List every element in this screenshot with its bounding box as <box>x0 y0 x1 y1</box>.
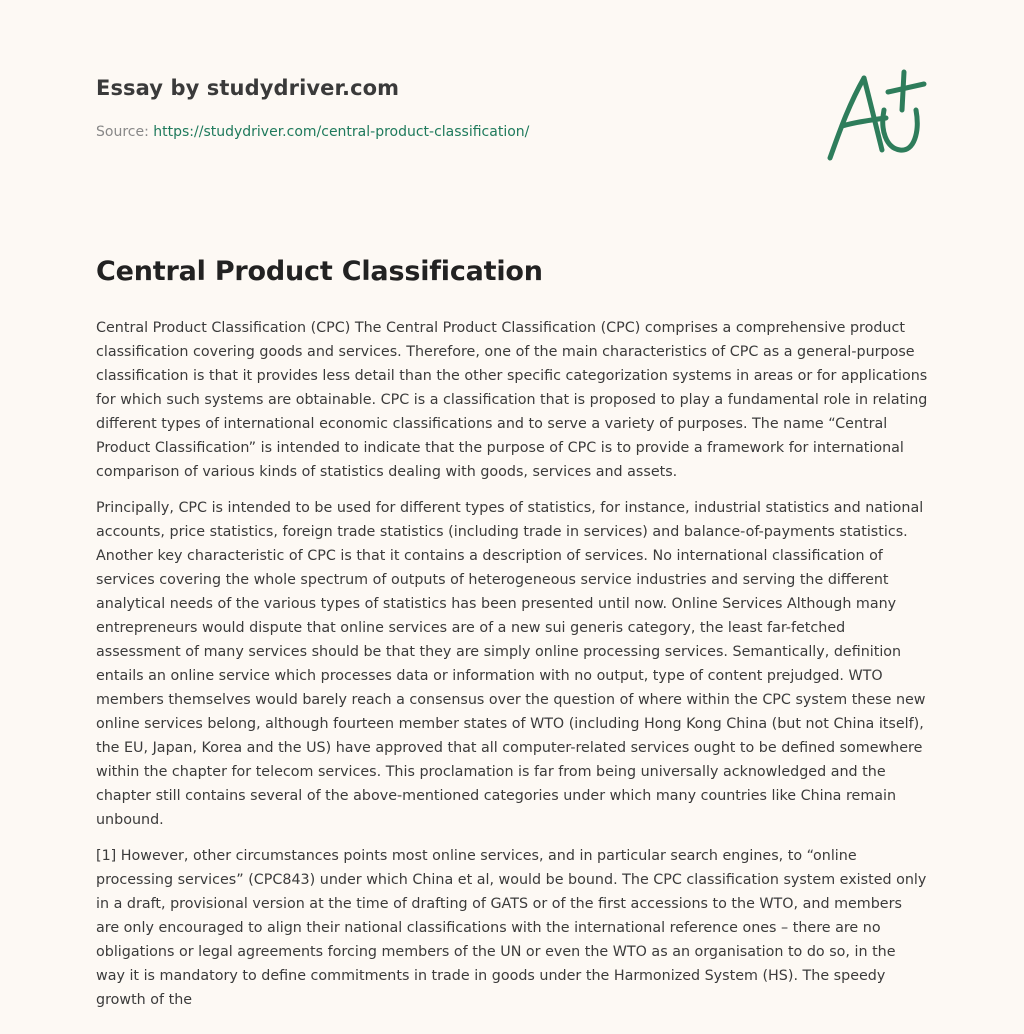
source-label: Source: <box>96 124 149 140</box>
source-line <box>96 124 529 140</box>
essay-body <box>96 316 928 1024</box>
essay-paragraph: Principally, CPC is intended to be used for different types of statistics, for instance, industrial statistics and national accounts, price statistics, foreign trade statistics (including trade in services) and balance-of-payments statistics. Another key characteristic of CPC is that it contains a description of services. No international classification of services covering the whole spectrum of outputs of heterogeneous service industries and serving the different analytical needs of the various types of statistics has been presented until now. Online Services Although many entrepreneurs would dispute that online services are of a new sui generis category, the least far-fetched assessment of many services should be that they are simply online processing services. Semantically, definition entails an online service which processes data or information with no output, type of content prejudged. WTO members themselves would barely reach a consensus over the question of where within the CPC system these new online services belong, although fourteen member states of WTO (including Hong Kong China (but not China itself), the EU, Japan, Korea and the US) have approved that all computer-related services ought to be defined somewhere within the chapter for telecom services. This proclamation is far from being universally acknowledged and the chapter still contains several of the above-mentioned categories under which many countries like China remain unbound. <box>96 500 926 828</box>
site-title: Essay by studydriver.com <box>96 76 400 100</box>
a-plus-logo-svg <box>820 66 930 166</box>
source-link[interactable]: https://studydriver.com/central-product-classification/ <box>153 124 530 140</box>
a-plus-logo-icon <box>820 66 930 166</box>
essay-paragraph: [1] However, other circumstances points most online services, and in particular search engines, to “online processing services” (CPC843) under which China et al, would be bound. The CPC classification system existed only in a draft, provisional version at the time of drafting of GATS or of the first accessions to the WTO, and members are only encouraged to align their national classifications with the international reference ones – there are no obligations or legal agreements forcing members of the UN or even the WTO as an organisation to do so, in the way it is mandatory to define commitments in trade in goods under the Harmonized System (HS). The speedy growth of the <box>96 848 927 1008</box>
essay-title: Central Product Classification <box>96 256 543 287</box>
essay-paragraph: Central Product Classification (CPC) The Central Product Classification (CPC) comprises a comprehensive product classification covering goods and services. Therefore, one of the main characteristics of CPC as a general-purpose classification is that it provides less detail than the other specific categorization systems in areas or for applications for which such systems are obtainable. CPC is a classification that is proposed to play a fundamental role in relating different types of international economic classifications and to serve a variety of purposes. The name “Central Product Classification” is intended to indicate that the purpose of CPC is to provide a framework for international comparison of various kinds of statistics dealing with goods, services and assets. <box>96 320 928 480</box>
